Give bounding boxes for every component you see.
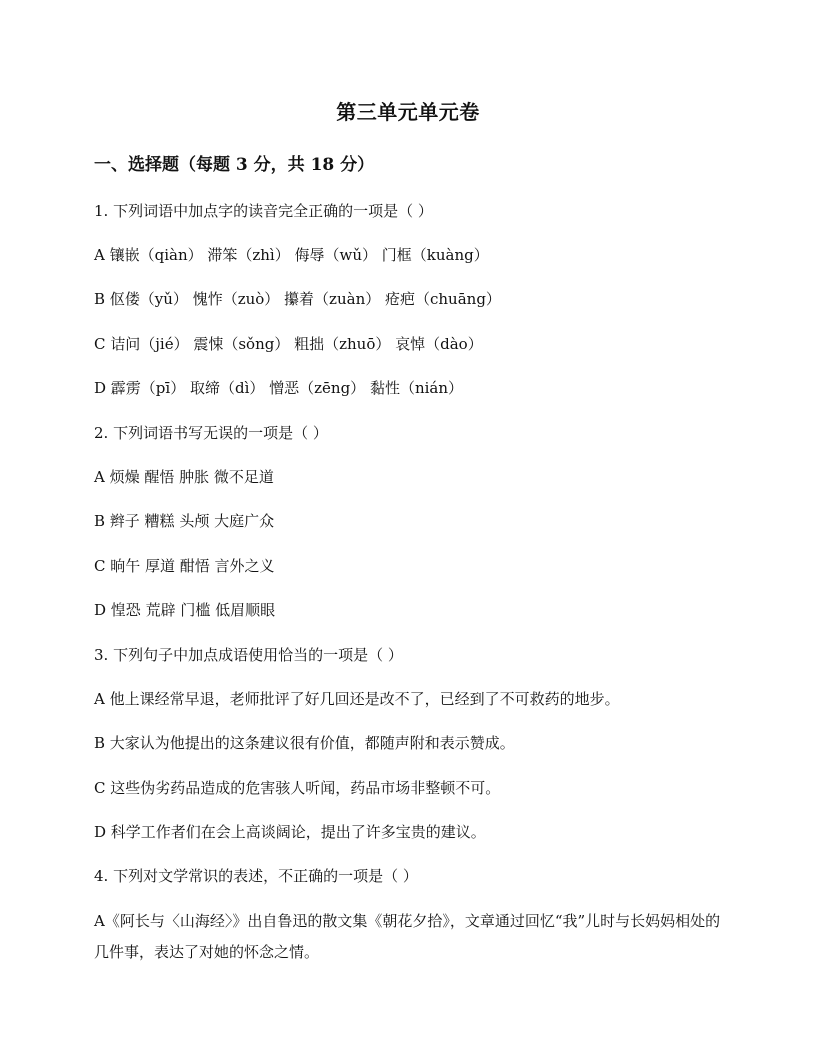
question-1-option-c: C 诘问（jié） 震悚（sǒng） 粗拙（zhuō） 哀悼（dào） [94,335,483,353]
question-1-option-a: A 镶嵌（qiàn） 滞笨（zhì） 侮辱（wǔ） 门框（kuàng） [94,246,489,264]
question-1-option-d: D 霹雳（pī） 取缔（dì） 憎恶（zēng） 黏性（nián） [94,379,464,397]
question-3-option-a: A 他上课经常早退，老师批评了好几回还是改不了，已经到了不可救药的地步。 [94,690,620,708]
question-2-option-d: D 惶恐 荒辟 门槛 低眉顺眼 [94,601,276,619]
question-2-option-b: B 辫子 糟糕 头颅 大庭广众 [94,512,275,530]
question-2-stem: 2. 下列词语书写无误的一项是（ ） [94,424,328,442]
question-2-option-c: C 晌午 厚道 酣悟 言外之义 [94,557,275,575]
question-1-option-b: B 伛偻（yǔ） 愧怍（zuò） 攥着（zuàn） 疮疤（chuāng） [94,290,501,308]
question-4-stem: 4. 下列对文学常识的表述，不正确的一项是（ ） [94,867,418,885]
question-4-option-a: A《阿长与〈山海经〉》出自鲁迅的散文集《朝花夕拾》，文章通过回忆“我”儿时与长妈妈相处的几件事，表达了对她的怀念之情。 [94,912,721,961]
question-3-option-d: D 科学工作者们在会上高谈阔论，提出了许多宝贵的建议。 [94,823,486,841]
section-heading: 一、选择题（每题 3 分，共 18 分） [94,155,375,175]
question-3-stem: 3. 下列句子中加点成语使用恰当的一项是（ ） [94,646,403,664]
page-title: 第三单元单元卷 [336,100,480,124]
question-3-option-b: B 大家认为他提出的这条建议很有价值，都随声附和表示赞成。 [94,734,515,752]
question-2-option-a: A 烦燥 醒悟 肿胀 微不足道 [94,468,274,486]
question-3-option-c: C 这些伪劣药品造成的危害骇人听闻，药品市场非整顿不可。 [94,779,501,797]
question-1-stem: 1. 下列词语中加点字的读音完全正确的一项是（ ） [94,202,433,220]
